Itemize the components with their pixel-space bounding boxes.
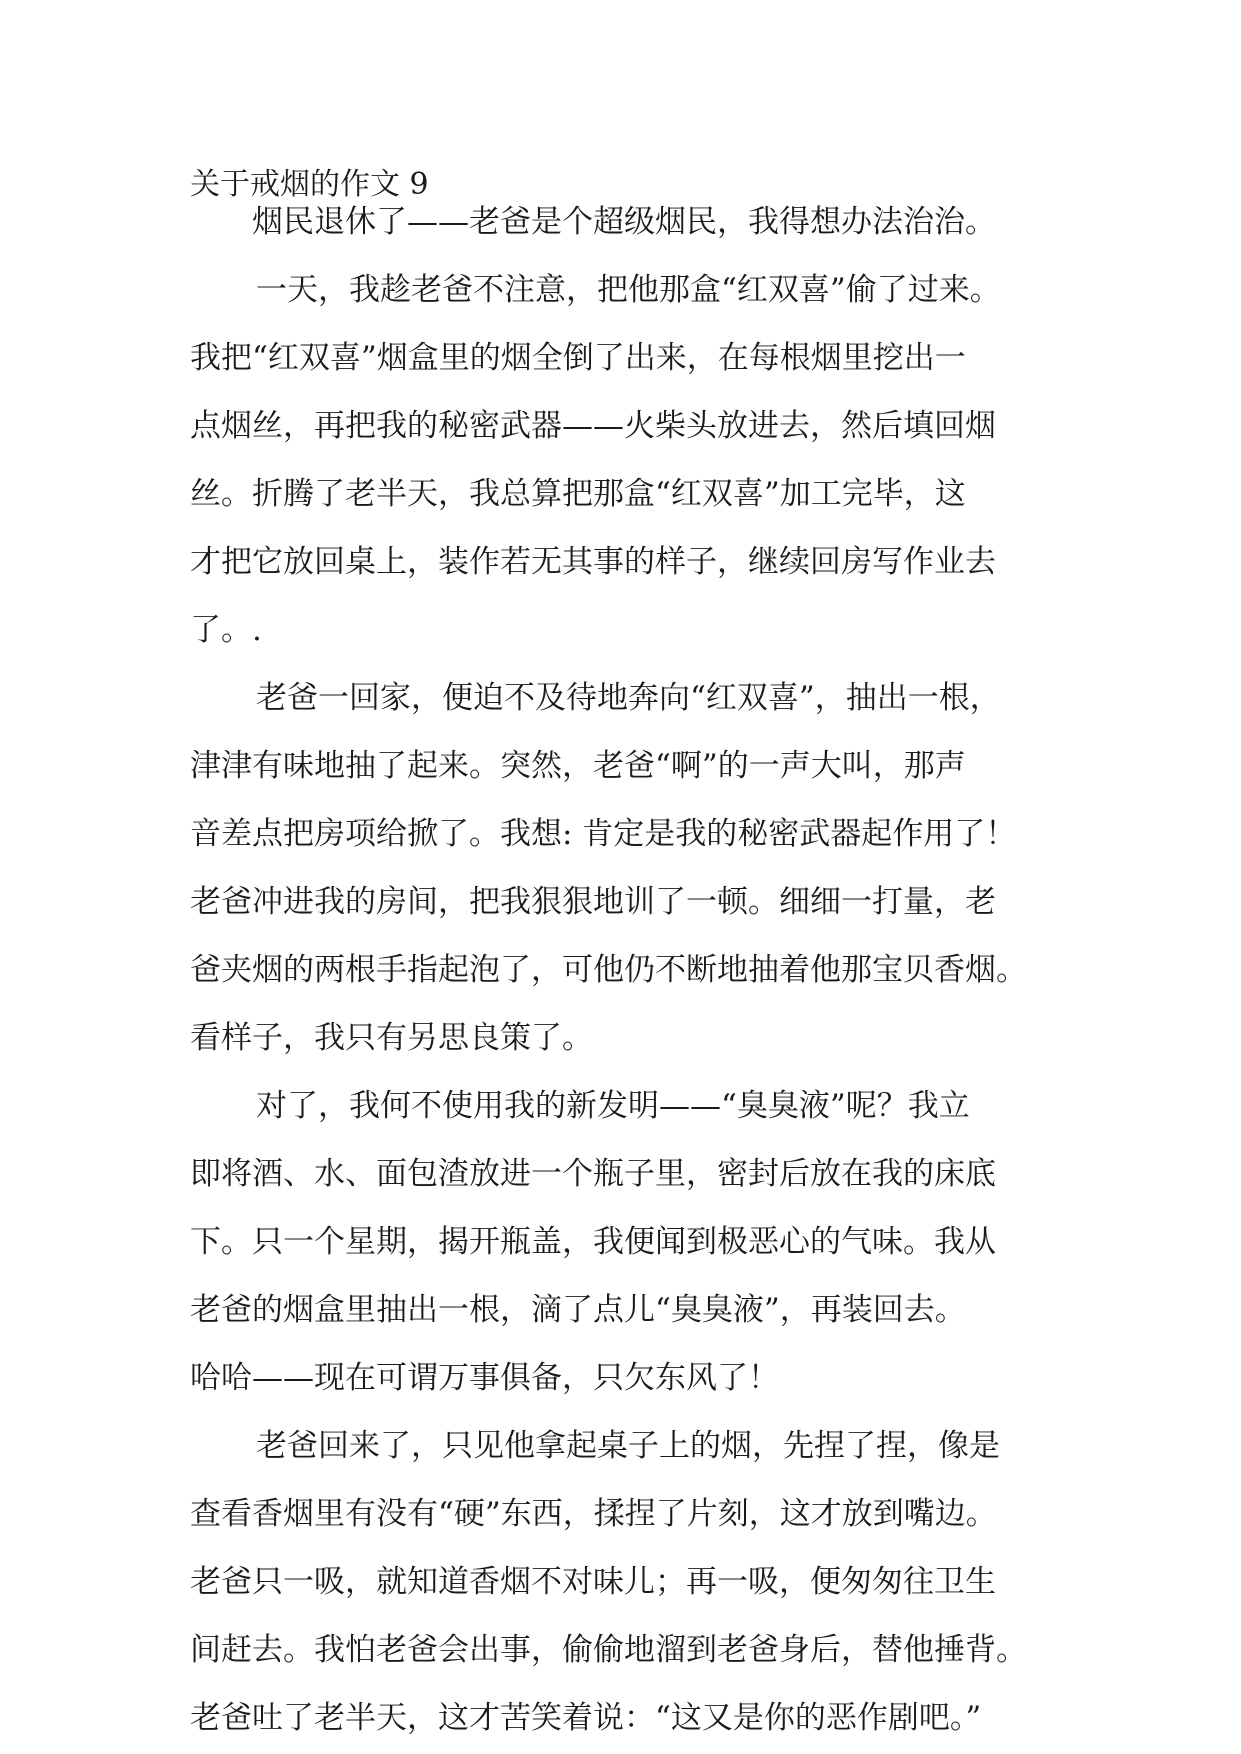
text-line: 老爸冲进我的房间，把我狠狠地训了一顿。细细一打量，老	[190, 884, 996, 920]
text-line: 下。只一个星期，揭开瓶盖，我便闻到极恶心的气味。我从	[190, 1224, 996, 1260]
paragraph-4	[190, 1072, 1070, 1412]
paragraph-5	[190, 1412, 1070, 1752]
text-line: 音差点把房项给掀了。我想: 肯定是我的秘密武器起作用了！	[190, 816, 1017, 852]
text-line: 老爸的烟盒里抽出一根，滴了点儿“臭臭液”，再装回去。	[190, 1292, 966, 1328]
text-line: 老爸只一吸，就知道香烟不对味儿；再一吸，便匆匆往卫生	[190, 1564, 996, 1600]
paragraph-1	[190, 188, 1070, 256]
text-line: 间赶去。我怕老爸会出事，偷偷地溜到老爸身后，替他捶背。	[190, 1632, 1027, 1668]
text-line: 看样子，我只有另思良策了。	[190, 1020, 593, 1056]
paragraph-2	[190, 256, 1070, 664]
text-line: 查看香烟里有没有“硬”东西，揉捏了片刻，这才放到嘴边。	[190, 1496, 997, 1532]
text-line: 丝。折腾了老半天，我总算把那盒“红双喜”加工完毕，这	[190, 476, 966, 512]
text-line: 老爸一回家，便迫不及待地奔向“红双喜”，抽出一根，	[256, 680, 1001, 716]
text-line: 对了，我何不使用我的新发明——“臭臭液”呢？我立	[256, 1088, 970, 1124]
text-line: 了。.	[190, 612, 262, 648]
text-line: 点烟丝，再把我的秘密武器——火柴头放进去，然后填回烟	[190, 408, 996, 444]
text-line: 老爸吐了老半天，这才苦笑着说：“这又是你的恶作剧吧。”	[190, 1700, 982, 1736]
text-line: 我把“红双喜”烟盒里的烟全倒了出来，在每根烟里挖出一	[190, 340, 966, 376]
text-line: 爸夹烟的两根手指起泡了，可他仍不断地抽着他那宝贝香烟。	[190, 952, 1027, 988]
text-line: 即将酒、水、面包渣放进一个瓶子里，密封后放在我的床底	[190, 1156, 996, 1192]
document-body	[190, 188, 1070, 1752]
text-line: 老爸回来了，只见他拿起桌子上的烟，先捏了捏，像是	[256, 1428, 1000, 1464]
document-title: 关于戒烟的作文 9	[190, 167, 429, 202]
text-line: 哈哈——现在可谓万事俱备，只欠东风了！	[190, 1360, 779, 1396]
text-line: 一天，我趁老爸不注意，把他那盒“红双喜”偷了过来。	[256, 272, 1001, 308]
text-line: 才把它放回桌上，装作若无其事的样子，继续回房写作业去	[190, 544, 996, 580]
paragraph-3	[190, 664, 1070, 1072]
text-line: 烟民退休了——老爸是个超级烟民，我得想办法治治。	[252, 204, 996, 240]
text-line: 津津有味地抽了起来。突然，老爸“啊”的一声大叫，那声	[190, 748, 966, 784]
